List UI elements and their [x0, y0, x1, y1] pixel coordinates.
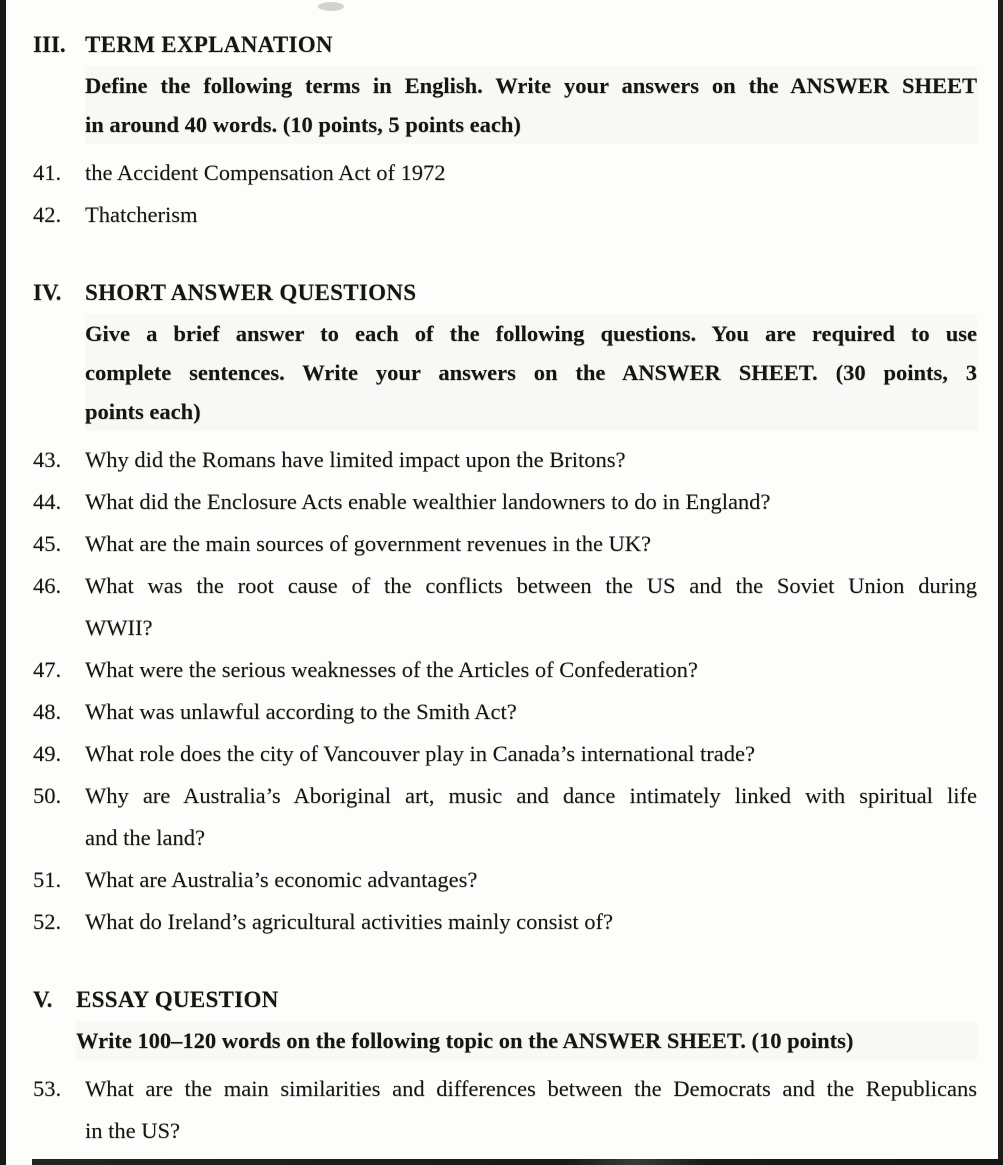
- question-line: What are the main similarities and differences between the Democrats and the Republicans: [85, 1076, 977, 1101]
- instruction-line: points each): [85, 392, 977, 431]
- question-number: 46.: [33, 573, 62, 598]
- question-item: [33, 1068, 977, 1152]
- question-number: 51.: [33, 867, 62, 892]
- section-title: TERM EXPLANATION: [85, 32, 333, 57]
- section-numeral: IV.: [33, 280, 62, 305]
- section-heading: [33, 979, 977, 1021]
- section-numeral: III.: [33, 32, 66, 57]
- question-item: [33, 691, 977, 733]
- question-line: What did the Enclosure Acts enable wealthier landowners to do in England?: [85, 489, 771, 514]
- question-line: What are the main sources of government revenues in the UK?: [85, 531, 652, 556]
- question-number: 41.: [33, 160, 62, 185]
- section-essay-question: [33, 979, 977, 1152]
- question-item: [33, 481, 977, 523]
- question-item: [33, 565, 977, 649]
- question-line: What do Ireland’s agricultural activities mainly consist of?: [85, 909, 613, 934]
- question-text: [85, 152, 977, 194]
- section-instructions: [76, 1021, 977, 1060]
- section-instructions: [85, 314, 977, 431]
- question-item: [33, 649, 977, 691]
- instruction-line: Give a brief answer to each of the following questions. You are required to use: [85, 314, 977, 353]
- question-list: [33, 152, 977, 236]
- question-text: [85, 1068, 977, 1152]
- question-number: 42.: [33, 202, 62, 227]
- section-numeral: V.: [33, 987, 53, 1012]
- question-item: [33, 523, 977, 565]
- question-text: [85, 481, 977, 523]
- question-text: [85, 439, 977, 481]
- question-number: 47.: [33, 657, 62, 682]
- question-text: [85, 565, 977, 649]
- instruction-line: Define the following terms in English. Write your answers on the ANSWER SHEET: [85, 66, 977, 105]
- question-line: What are Australia’s economic advantages?: [85, 867, 478, 892]
- question-line: What was unlawful according to the Smith Act?: [85, 699, 517, 724]
- scan-edge-right: [998, 0, 1003, 1165]
- question-text: [85, 733, 977, 775]
- question-line: WWII?: [85, 615, 153, 640]
- instruction-line: complete sentences. Write your answers on the ANSWER SHEET. (30 points, 3: [85, 353, 977, 392]
- question-number: 43.: [33, 447, 62, 472]
- question-text: [85, 901, 977, 943]
- question-text: [85, 523, 977, 565]
- question-line: What was the root cause of the conflicts between the US and the Soviet Union during: [85, 573, 977, 598]
- question-line: Why are Australia’s Aboriginal art, music and dance intimately linked with spiritual life: [85, 783, 977, 808]
- section-term-explanation: [33, 24, 977, 236]
- instruction-line: in around 40 words. (10 points, 5 points each): [85, 105, 977, 144]
- question-line: What were the serious weaknesses of the Articles of Confederation?: [85, 657, 698, 682]
- question-item: [33, 152, 977, 194]
- question-line: the Accident Compensation Act of 1972: [85, 160, 446, 185]
- question-text: [85, 194, 977, 236]
- section-short-answer-questions: [33, 272, 977, 943]
- question-text: [85, 859, 977, 901]
- section-heading: [33, 24, 977, 66]
- instruction-line: Write 100–120 words on the following topic on the ANSWER SHEET. (10 points): [76, 1021, 977, 1060]
- question-number: 52.: [33, 909, 62, 934]
- question-item: [33, 775, 977, 859]
- question-line: Thatcherism: [85, 202, 198, 227]
- question-item: [33, 439, 977, 481]
- question-number: 53.: [33, 1076, 62, 1101]
- question-number: 49.: [33, 741, 62, 766]
- section-instructions: [85, 66, 977, 144]
- question-text: [85, 775, 977, 859]
- question-number: 50.: [33, 783, 62, 808]
- question-number: 45.: [33, 531, 62, 556]
- section-title: SHORT ANSWER QUESTIONS: [85, 280, 417, 305]
- scan-edge-left: [0, 0, 6, 1165]
- question-item: [33, 733, 977, 775]
- question-list: [33, 1068, 977, 1152]
- question-text: [85, 691, 977, 733]
- question-line: and the land?: [85, 825, 205, 850]
- scan-edge-bottom: [32, 1159, 1003, 1165]
- question-number: 48.: [33, 699, 62, 724]
- question-number: 44.: [33, 489, 62, 514]
- question-list: [33, 439, 977, 943]
- question-line: What role does the city of Vancouver play in Canada’s international trade?: [85, 741, 755, 766]
- section-title: ESSAY QUESTION: [76, 987, 279, 1012]
- section-heading: [33, 272, 977, 314]
- question-item: [33, 901, 977, 943]
- question-line: Why did the Romans have limited impact upon the Britons?: [85, 447, 626, 472]
- question-text: [85, 649, 977, 691]
- question-line: in the US?: [85, 1118, 180, 1143]
- question-item: [33, 194, 977, 236]
- question-item: [33, 859, 977, 901]
